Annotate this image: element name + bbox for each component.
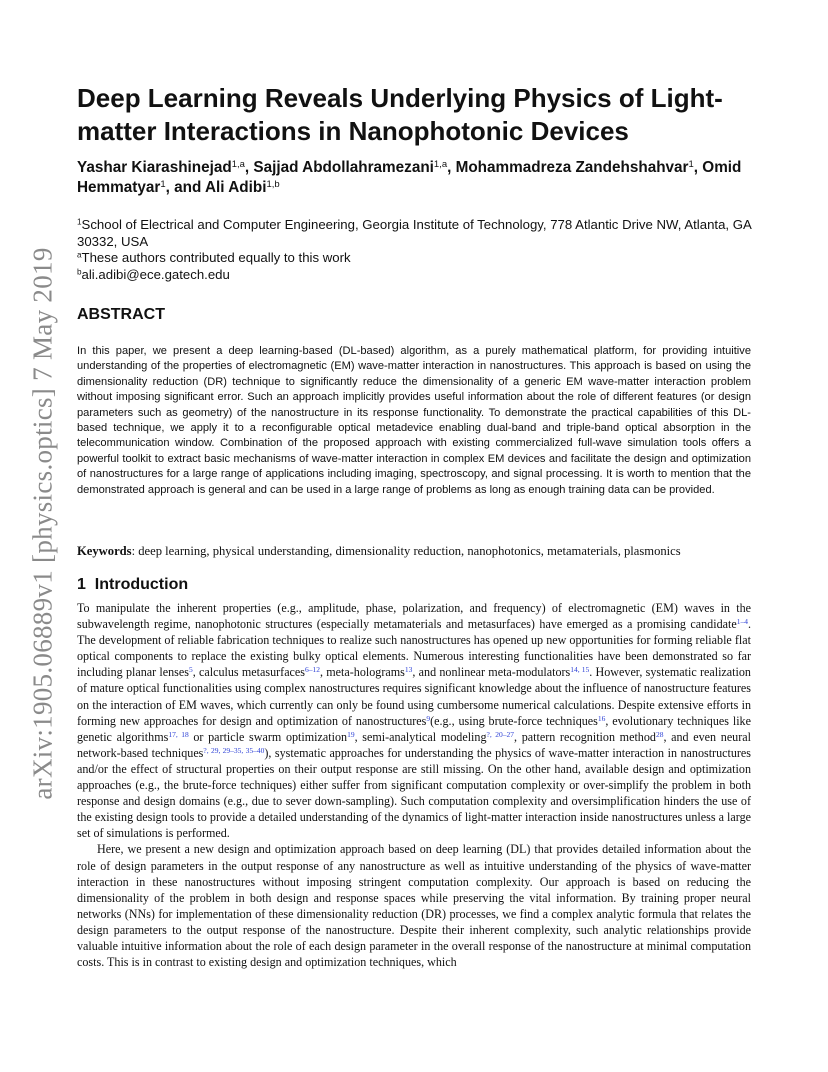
paragraph-text-segment: , calculus metasurfaces	[192, 665, 305, 680]
paragraph-text-segment: , and even neural network-based techniques	[77, 729, 751, 760]
citation-link[interactable]: 14, 15	[570, 665, 590, 675]
abstract-text: In this paper, we present a deep learning-based (DL-based) algorithm, as a purely mathematical platform, for providing intuitive understanding of the properties of electromagnetic (EM) wave-matter interaction in nanostructures. This approach is based on using the dimensionality reduction (DR) technique to significantly reduce the dimensionality of a generic EM wave-matter interaction problem without imposing significant error. Such an approach implicitly provides useful information about the role of different features (or design parameters such as geometry) of the nanostructure in its response functionality. To demonstrate the practical capabilities of this DL-based technique, we apply it to a reconfigurable optical metadevice enabling dual-band and triple-band optical absorption in the telecommunication window. Combination of the proposed approach with existing commercialized full-wave simulation tools offers a powerful toolkit to extract basic mechanisms of wave-matter interaction in complex EM devices and facilitate the design and optimization of nanostructures for a large range of applications including imaging, spectroscopy, and signal processing. It is worth to mention that the demonstrated approach is general and can be used in a large range of problems as long as enough training data can be provided.	[77, 345, 751, 496]
paragraph-text-segment: . The development of reliable fabrication techniques to realize such nanostructures has opened up new opportunities for forming reliable flat optical components to replace the existing bulky optical elements. Numerous interesting functionalities have been demonstrated so far including planar lenses	[77, 617, 751, 680]
paper-title: Deep Learning Reveals Underlying Physics of Light-matter Interactions in Nanophotonic Devices	[77, 83, 723, 146]
affiliation-marker: 1	[77, 217, 82, 227]
email-marker: b	[77, 267, 82, 276]
paragraph-text-segment: ), systematic approaches for understanding the physics of wave-matter interaction in nanostructures and/or the effect of structural properties on their output response are still missing. On the other hand, available design and optimization approaches (e.g., the brute-force techniques) either suffer from significant computation complexity or over-simplify the problem in both response and design domains (e.g., due to sever down-sampling). Such computation complexity and oversimplification hinders the use of the existing design tools to provide a detailed understanding of the dynamics of light-matter interaction inside nanostructures unless a large set of simulations is performed.	[77, 745, 752, 841]
equal-contribution-text: These authors contributed equally to this work	[81, 250, 351, 265]
citation-link[interactable]: 9	[426, 713, 431, 723]
arxiv-identifier-text: arXiv:1905.06889v1 [physics.optics] 7 May 2019	[27, 246, 58, 800]
keywords-text: : deep learning, physical understanding, dimensionality reduction, nanophotonics, metamaterials, plasmonics	[131, 544, 681, 558]
section-heading-introduction	[77, 576, 188, 594]
citation-link[interactable]: ?, 29, 29–35, 35–40	[203, 745, 265, 755]
paragraph-text-segment: To manipulate the inherent properties (e.g., amplitude, phase, polarization, and frequency) of electromagnetic (EM) waves in the subwavelength regime, nanophotonic structures (especially metamaterials and metasurfaces) have emerged as a promising candidate	[77, 601, 751, 632]
citation-link[interactable]: 1–4	[736, 616, 748, 626]
author-name: Sajjad Abdollahramezani	[253, 159, 434, 176]
paragraph-text-segment: (e.g., using brute-force techniques	[430, 713, 598, 728]
paragraph-text-segment: , and nonlinear meta-modulators	[412, 665, 571, 680]
author-affiliation-marker: 1,a	[231, 158, 245, 170]
citation-link[interactable]: 5	[188, 665, 193, 675]
affiliation-school	[77, 217, 767, 250]
author-separator: ,	[693, 159, 703, 176]
corresponding-email	[77, 267, 767, 284]
author-affiliation-marker: 1	[160, 178, 166, 190]
author-name: Mohammadreza Zandehshahvar	[455, 159, 689, 176]
affiliation-school-text: School of Electrical and Computer Engineering, Georgia Institute of Technology, 778 Atlantic Drive NW, Atlanta, GA 30332, USA	[77, 217, 752, 249]
keywords-line	[77, 543, 767, 559]
keywords-label: Keywords	[77, 544, 132, 558]
author-affiliation-marker: 1,a	[433, 158, 448, 170]
author-separator: ,	[447, 159, 456, 176]
author-name: Ali Adibi	[205, 179, 267, 196]
introduction-paragraph-2: Here, we present a new design and optimization approach based on deep learning (DL) that provides detailed information about the role of design parameters in the output response of any nanostructure as well as intuitive understanding of the physics of wave-matter interaction in these nanostructures without imposing stringent computation complexity. Our approach is based on reducing the dimensionality of the problem in both design and response spaces while preserving the vital information. By training proper neural networks (NNs) for implementation of these dimensionality reduction (DR) processes, we find a complex analytic formula that relates the design parameters to the output response of the nanostructure. Despite their inherent complexity, such analytic relationships provide valuable intuitive information about the role of each design parameter in the overall response of the nanostructure at minimal computation costs. This is in contrast to existing design and optimization techniques, which	[77, 842, 751, 970]
equal-contribution-marker: a	[77, 250, 82, 260]
author-affiliation-marker: 1,b	[266, 178, 280, 190]
equal-contribution-note	[77, 250, 767, 267]
author-list	[77, 158, 777, 198]
citation-link[interactable]: 16	[597, 713, 606, 723]
paragraph-text-segment: , meta-holograms	[320, 665, 405, 680]
paragraph-text-segment: , semi-analytical modeling	[354, 729, 487, 744]
paragraph-text-segment: . However, systematic realization of mature optical functionalities using complex nanostructures requires significant knowledge about the influence of nanostructure features on the interaction of EM waves, which currently can only be found using cumbersome numerical calculations. Despite extensive efforts in forming new approaches for design and optimization of nanostructures	[77, 665, 751, 728]
citation-link[interactable]: ?, 20–27	[486, 729, 514, 739]
affiliations-block	[77, 217, 767, 283]
citation-link[interactable]: 19	[347, 729, 355, 739]
citation-link[interactable]: 6–12	[305, 665, 320, 675]
citation-link[interactable]: 28	[655, 729, 664, 739]
author-affiliation-marker: 1	[688, 158, 694, 170]
introduction-paragraph-1	[77, 600, 751, 841]
introduction-body	[77, 600, 751, 970]
citation-link[interactable]: 13	[404, 665, 413, 675]
author-name: Yashar Kiarashinejad	[77, 159, 232, 176]
paragraph-text-segment: , evolutionary techniques like genetic algorithms	[77, 713, 751, 744]
email-text: ali.adibi@ece.gatech.edu	[81, 266, 230, 282]
arxiv-identifier-stamp	[20, 246, 66, 800]
section-number: 1	[77, 576, 86, 593]
author-separator: ,	[244, 159, 254, 176]
paragraph-text-segment: or particle swarm optimization	[188, 729, 348, 744]
author-separator: , and	[165, 179, 205, 196]
paragraph-text-segment: , pattern recognition method	[514, 729, 656, 744]
citation-link[interactable]: 17, 18	[168, 729, 189, 739]
abstract-heading: ABSTRACT	[77, 306, 165, 323]
author-name: Omid Hemmatyar	[77, 159, 742, 196]
section-title: Introduction	[94, 576, 189, 593]
